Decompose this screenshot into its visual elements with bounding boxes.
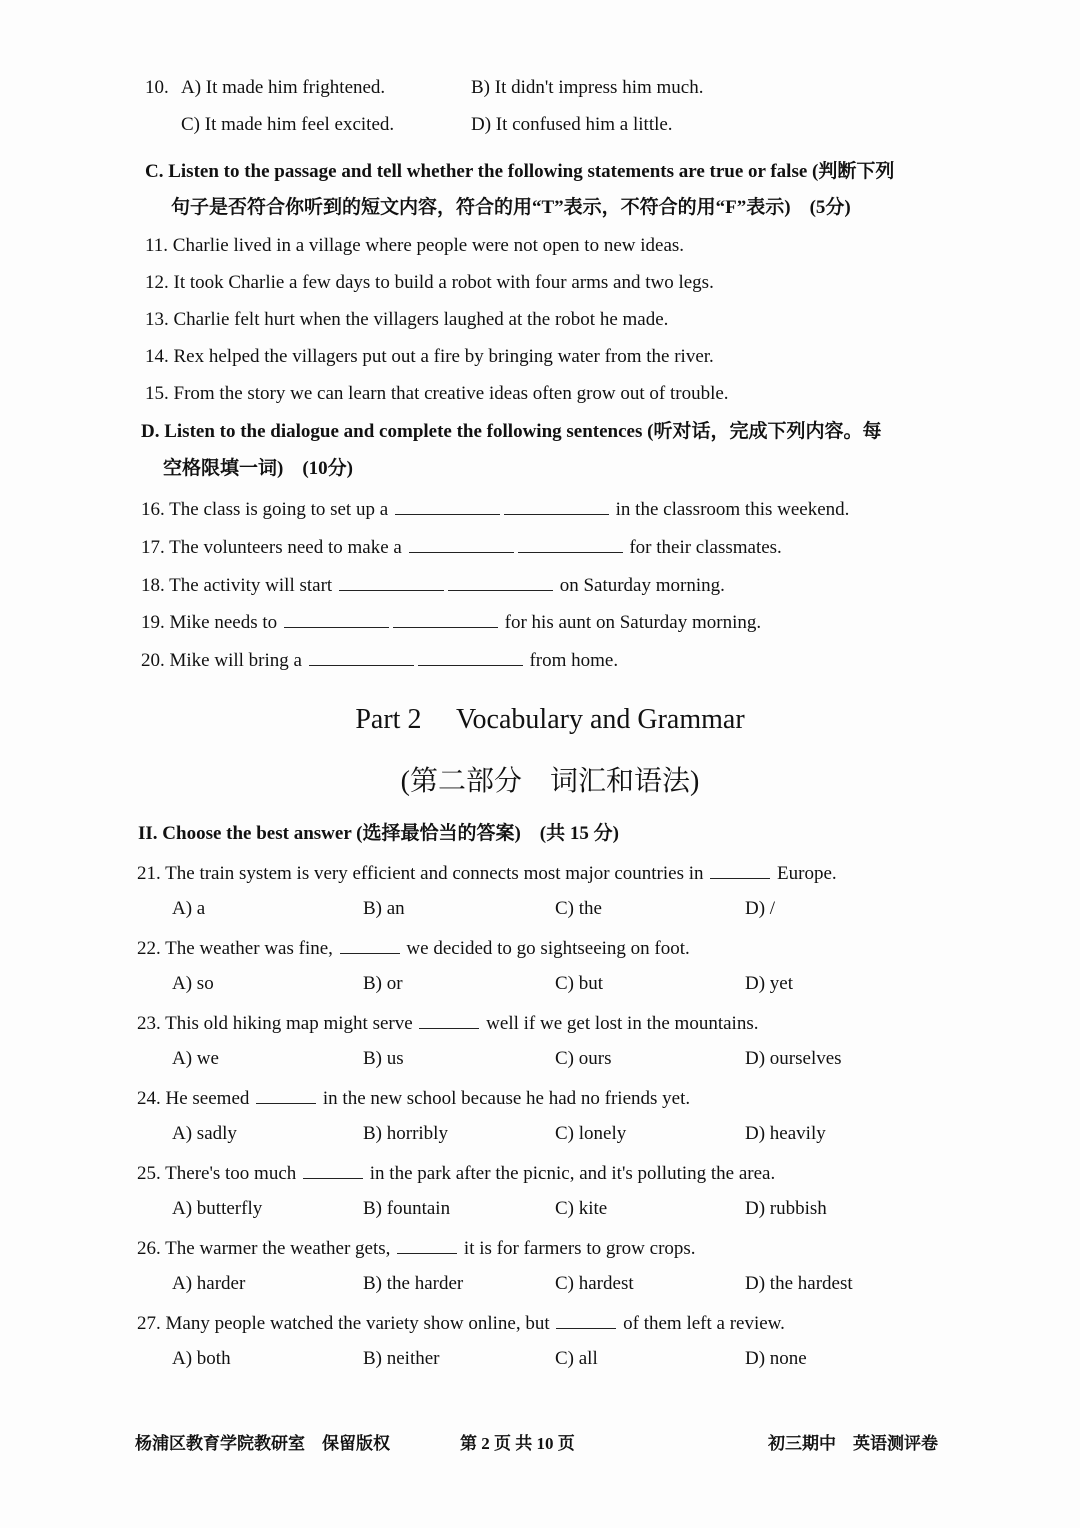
answer-blank: [409, 534, 514, 553]
answer-option: C) kite: [555, 1198, 608, 1219]
answer-option: A) so: [172, 973, 214, 994]
footer-exam-title: 初三期中 英语测评卷: [768, 1434, 938, 1453]
answer-blank: [419, 1010, 479, 1029]
fill-item: [141, 647, 618, 673]
answer-blank: [339, 572, 444, 591]
question-text: 25. There's too much: [137, 1163, 297, 1184]
section-ii-heading: II. Choose the best answer (选择最恰当的答案) (共 15 分): [138, 823, 619, 844]
fill-item: [141, 534, 782, 560]
fill-text: for their classmates.: [629, 537, 782, 558]
answer-blank: [710, 860, 770, 879]
answer-blank: [556, 1310, 616, 1329]
section-d-heading-cont: 空格限填一词) (10分): [163, 458, 353, 479]
section-c-heading: C. Listen to the passage and tell whether the following statements are true or false (判断下列: [145, 161, 895, 182]
question-text: well if we get lost in the mountains.: [486, 1013, 759, 1034]
tf-item: 15. From the story we can learn that creative ideas often grow out of trouble.: [145, 383, 729, 404]
answer-blank: [393, 609, 498, 628]
answer-blank: [303, 1160, 363, 1179]
q10-option-c: C) It made him feel excited.: [181, 114, 395, 135]
footer-page-number: 第 2 页 共 10 页: [460, 1434, 575, 1453]
answer-option: D) yet: [745, 973, 794, 994]
tf-item: 12. It took Charlie a few days to build a robot with four arms and two legs.: [145, 272, 714, 293]
question-text: it is for farmers to grow crops.: [463, 1238, 696, 1259]
fill-item: [141, 572, 725, 598]
answer-blank: [284, 609, 389, 628]
answer-option: C) lonely: [555, 1123, 627, 1144]
fill-text: 17. The volunteers need to make a: [141, 537, 402, 558]
answer-option: A) we: [172, 1048, 219, 1069]
mc-question: [137, 1310, 785, 1336]
q10-option-b: B) It didn't impress him much.: [471, 77, 704, 98]
part2-title: Part 2 Vocabulary and Grammar: [355, 704, 745, 735]
answer-blank: [309, 647, 414, 666]
answer-option: C) the: [555, 898, 602, 919]
fill-text: 19. Mike needs to: [141, 612, 278, 633]
fill-text: 16. The class is going to set up a: [141, 499, 389, 520]
q10-number: 10.: [145, 77, 169, 98]
question-text: 24. He seemed: [137, 1088, 250, 1109]
mc-question: [137, 1085, 690, 1111]
answer-option: D) ourselves: [745, 1048, 842, 1069]
answer-option: A) a: [172, 898, 206, 919]
part2-subtitle: (第二部分 词汇和语法): [400, 766, 700, 797]
question-text: 21. The train system is very efficient and connects most major countries in: [137, 863, 704, 884]
fill-item: [141, 496, 849, 522]
answer-option: B) fountain: [363, 1198, 451, 1219]
fill-text: on Saturday morning.: [559, 575, 725, 596]
mc-question: [137, 935, 690, 961]
fill-text: for his aunt on Saturday morning.: [504, 612, 762, 633]
answer-option: C) but: [555, 973, 604, 994]
answer-option: C) all: [555, 1348, 598, 1369]
tf-item: 13. Charlie felt hurt when the villagers laughed at the robot he made.: [145, 309, 669, 330]
answer-option: B) horribly: [363, 1123, 448, 1144]
answer-blank: [397, 1235, 457, 1254]
section-d-heading: D. Listen to the dialogue and complete the following sentences (听对话，完成下列内容。每: [141, 421, 882, 442]
fill-item: [141, 609, 761, 635]
section-c-heading-cont: 句子是否符合你听到的短文内容，符合的用“T”表示，不符合的用“F”表示) (5分): [171, 197, 851, 218]
footer-publisher: 杨浦区教育学院教研室 保留版权: [135, 1434, 390, 1453]
answer-option: B) the harder: [363, 1273, 464, 1294]
answer-blank: [448, 572, 553, 591]
question-text: of them left a review.: [623, 1313, 785, 1334]
question-text: in the park after the picnic, and it's polluting the area.: [369, 1163, 776, 1184]
answer-blank: [504, 496, 609, 515]
answer-option: D) rubbish: [745, 1198, 827, 1219]
answer-option: D) the hardest: [745, 1273, 853, 1294]
q10-option-a: A) It made him frightened.: [181, 77, 386, 98]
fill-text: 18. The activity will start: [141, 575, 333, 596]
question-text: 27. Many people watched the variety show online, but: [137, 1313, 550, 1334]
answer-option: D) /: [745, 898, 776, 919]
answer-option: B) neither: [363, 1348, 440, 1369]
answer-option: A) both: [172, 1348, 231, 1369]
answer-blank: [340, 935, 400, 954]
fill-text: from home.: [529, 650, 619, 671]
answer-option: A) harder: [172, 1273, 246, 1294]
answer-option: B) or: [363, 973, 403, 994]
fill-text: in the classroom this weekend.: [615, 499, 850, 520]
question-text: Europe.: [777, 863, 837, 884]
answer-option: B) an: [363, 898, 405, 919]
question-text: 22. The weather was fine,: [137, 938, 333, 959]
answer-option: C) ours: [555, 1048, 612, 1069]
question-text: 23. This old hiking map might serve: [137, 1013, 413, 1034]
mc-question: [137, 1235, 696, 1261]
answer-blank: [395, 496, 500, 515]
q10-option-d: D) It confused him a little.: [471, 114, 673, 135]
mc-question: [137, 860, 837, 886]
mc-question: [137, 1010, 758, 1036]
tf-item: 11. Charlie lived in a village where people were not open to new ideas.: [145, 235, 685, 256]
tf-item: 14. Rex helped the villagers put out a fire by bringing water from the river.: [145, 346, 714, 367]
answer-blank: [518, 534, 623, 553]
answer-option: D) heavily: [745, 1123, 826, 1144]
fill-text: 20. Mike will bring a: [141, 650, 302, 671]
question-text: 26. The warmer the weather gets,: [137, 1238, 391, 1259]
answer-blank: [418, 647, 523, 666]
answer-option: C) hardest: [555, 1273, 634, 1294]
question-text: we decided to go sightseeing on foot.: [406, 938, 690, 959]
question-text: in the new school because he had no friends yet.: [322, 1088, 691, 1109]
answer-blank: [256, 1085, 316, 1104]
answer-option: D) none: [745, 1348, 807, 1369]
answer-option: B) us: [363, 1048, 404, 1069]
answer-option: A) sadly: [172, 1123, 237, 1144]
answer-option: A) butterfly: [172, 1198, 263, 1219]
mc-question: [137, 1160, 775, 1186]
